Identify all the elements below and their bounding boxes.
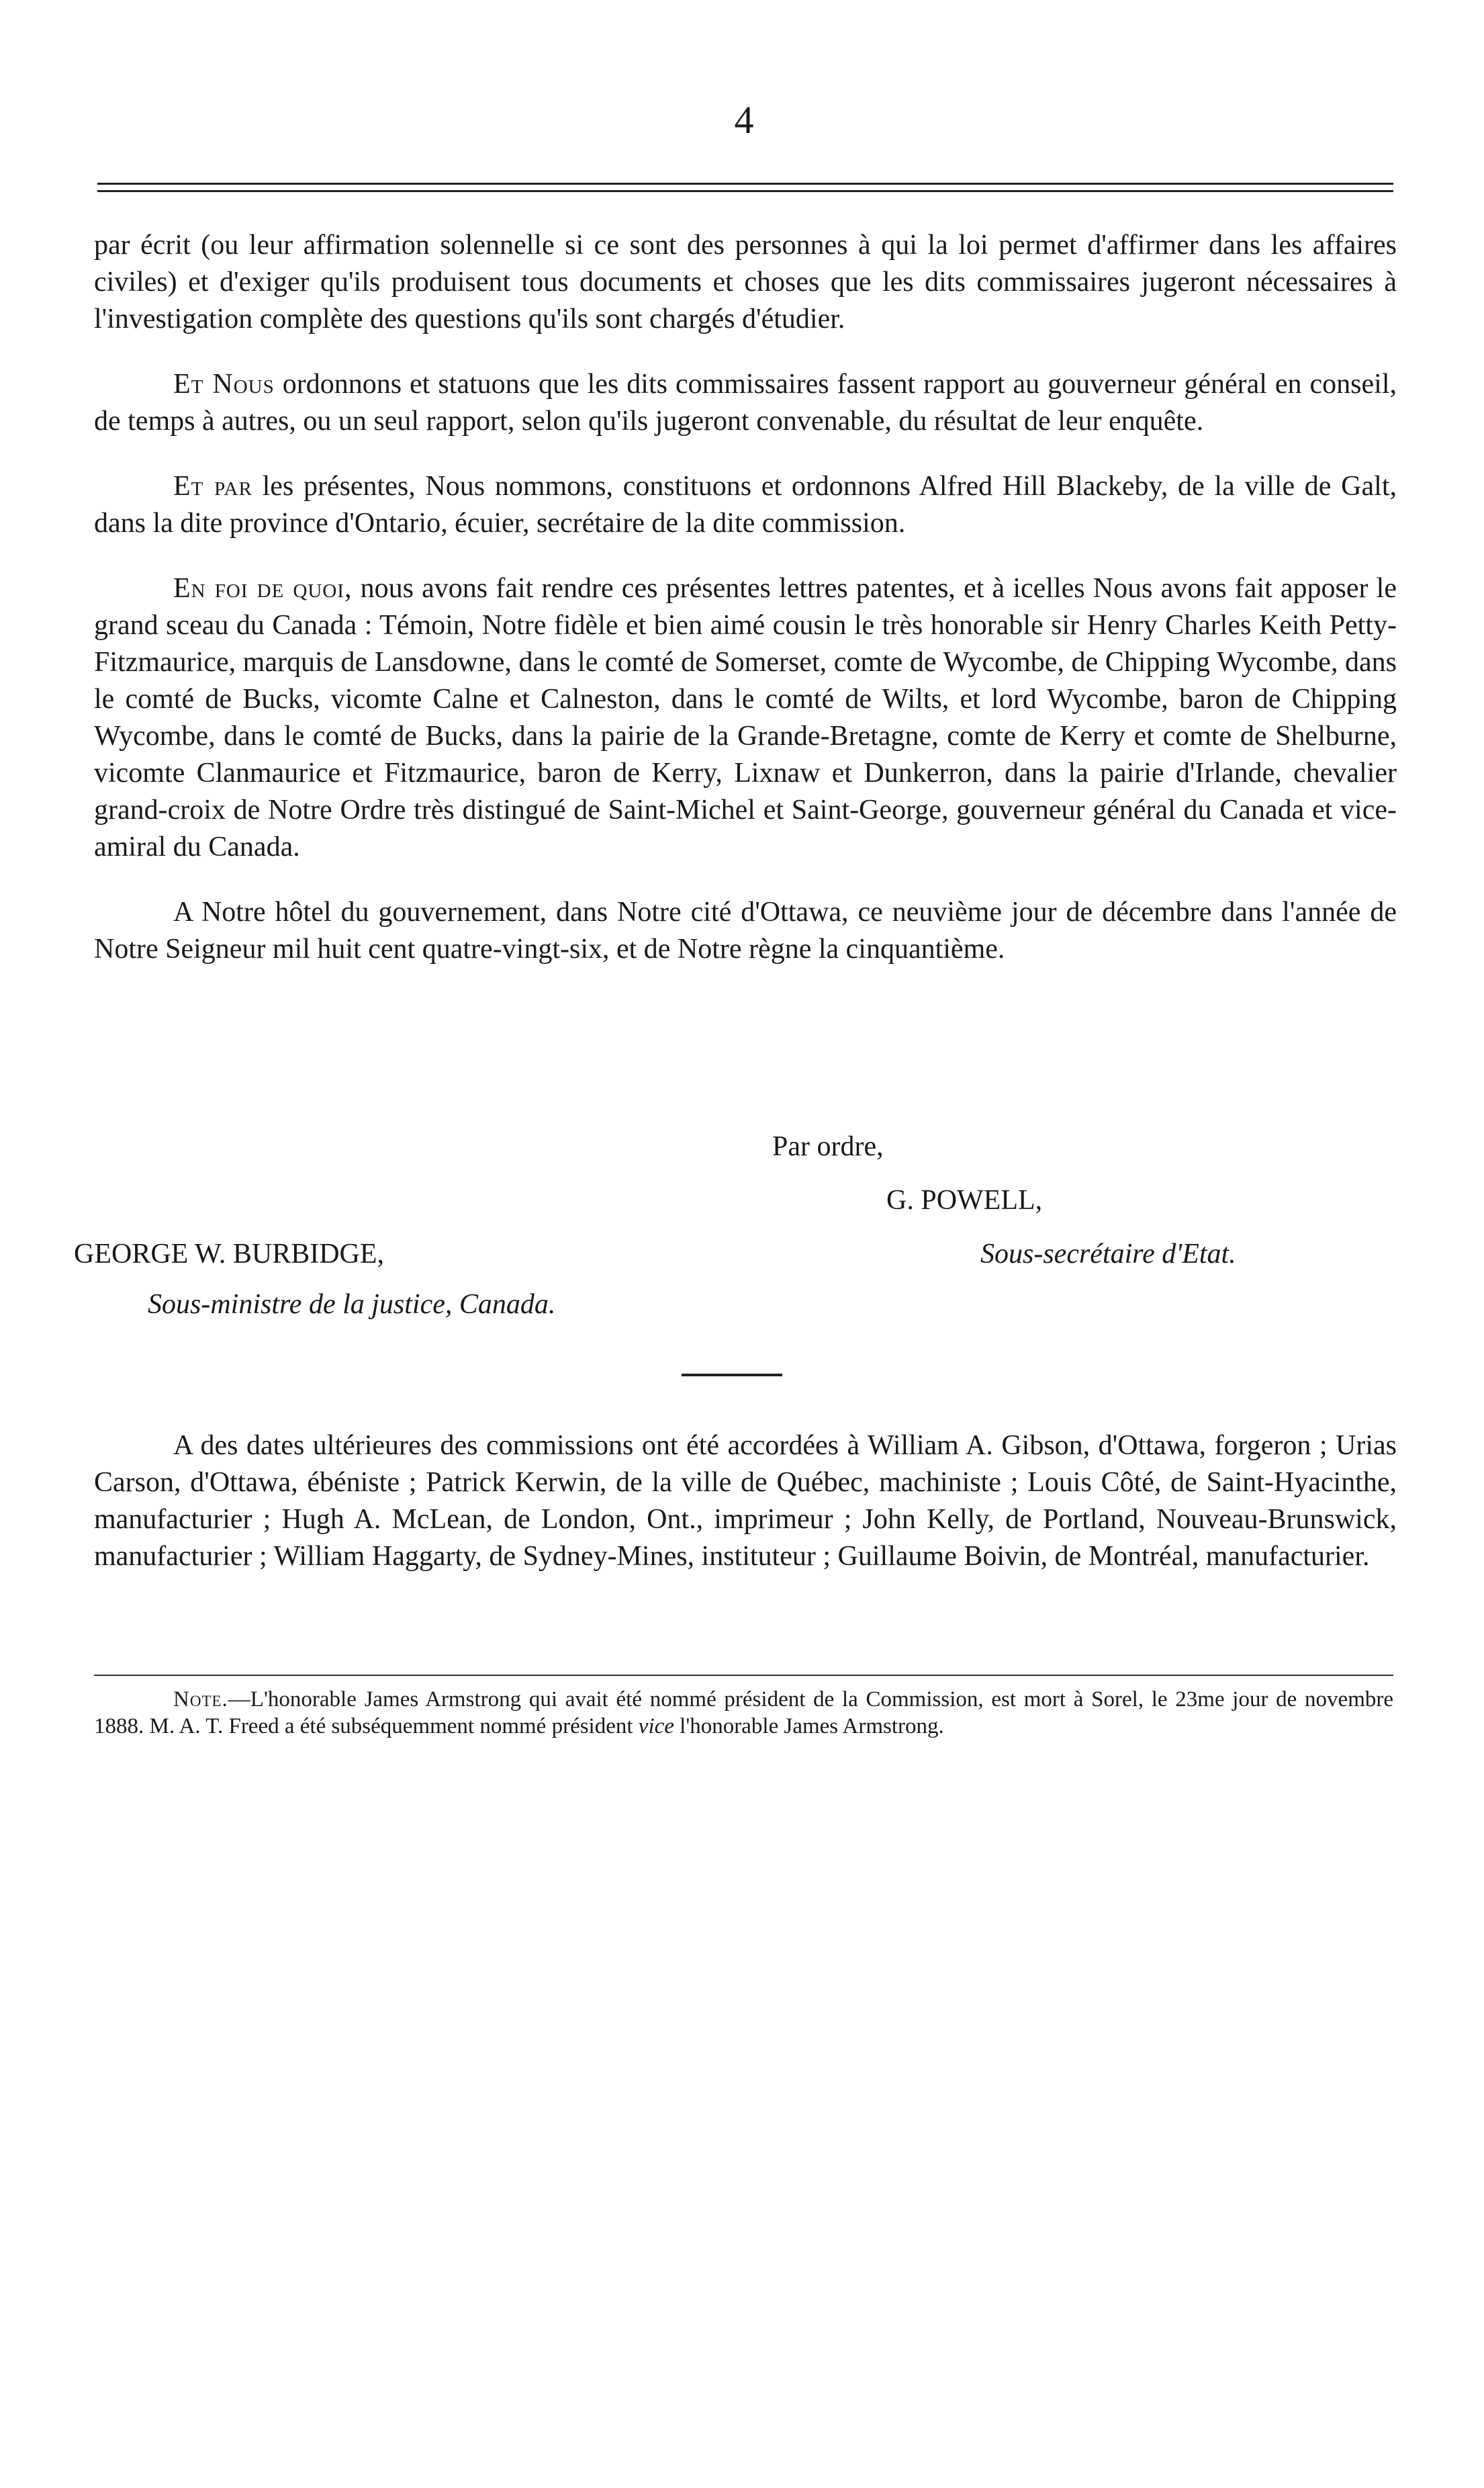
footnote-vice: vice: [638, 1714, 674, 1738]
footnote: [94, 1686, 1393, 1740]
par-ordre: Par ordre,: [772, 1131, 884, 1162]
paragraph-5: A Notre hôtel du gouvernement, dans Notre cité d'Ottawa, ce neuvième jour de décembre dans l'année de Notre Seigneur mil huit cent quatre-vingt-six, et de Notre règne la cinquantième.: [94, 897, 1397, 965]
paragraph-3-lead: Et par: [173, 471, 252, 502]
paragraph-2-text: ordonnons et statuons que les dits commissaires fassent rapport au gouverneur général en conseil, de temps à autres, ou un seul rapport, selon qu'ils jugeront convenable, du résultat de leur enquête.: [94, 369, 1397, 437]
paragraph-2: [94, 366, 1397, 440]
paragraph-4-text: nous avons fait rendre ces présentes lettres patentes, et à icelles Nous avons fait apposer le grand sceau du Canada : Témoin, Notre fidèle et bien aimé cousin le très honorable sir Henry Charles Keith Petty-Fitzmaurice, marquis de Lansdowne, dans le comté de Somerset, comte de Wycombe, de Chipping Wycombe, dans le comté de Bucks, vicomte Calne et Calneston, dans le comté de Wilts, et lord Wycombe, baron de Chipping Wycombe, dans le comté de Bucks, dans la pairie de la Grande-Bretagne, comte de Kerry et comte de Shelburne, vicomte Clanmaurice et Fitzmaurice, baron de Kerry, Lixnaw et Dunkerron, dans la pairie d'Irlande, chevalier grand-croix de Notre Ordre très distingué de Saint-Michel et Saint-George, gouverneur général du Canada et vice-amiral du Canada.: [94, 573, 1397, 862]
footnote-lead: Note.: [173, 1687, 228, 1712]
header-double-rule: [97, 183, 1393, 192]
paragraph-2-lead: Et Nous: [173, 369, 275, 400]
footnote-paragraph: [94, 1686, 1393, 1740]
addendum-paragraph: A des dates ultérieures des commissions ont été accordées à William A. Gibson, d'Ottawa, forgeron ; Urias Carson, d'Ottawa, ébéniste ; Patrick Kerwin, de la ville de Québec, machiniste ; Louis Côté, de Saint-Hyacinthe, manufacturier ; Hugh A. McLean, de London, Ont., imprimeur ; John Kelly, de Portland, Nouveau-Brunswick, manufacturier ; William Haggarty, de Sydney-Mines, instituteur ; Guillaume Boivin, de Montréal, manufacturier.: [94, 1430, 1397, 1572]
signatory-powell-name: G. POWELL,: [886, 1185, 1043, 1216]
footnote-rule: [94, 1675, 1393, 1676]
paragraph-3: [94, 468, 1397, 542]
main-text: [94, 227, 1397, 968]
signatory-burbidge-name: GEORGE W. BURBIDGE,: [74, 1239, 385, 1270]
paragraph-1: par écrit (ou leur affirmation solennelle si ce sont des personnes à qui la loi permet d'affirmer dans les affaires civiles) et d'exiger qu'ils produisent tous documents et choses que les dits commissaires jugeront nécessaires à l'investigation complète des questions qu'ils sont chargés d'étudier.: [94, 230, 1397, 335]
footnote-text-1: —L'honorable James Armstrong qui avait été nommé président de la Commission, est mort à Sorel, le 23me jour de novembre 1888. M. A. T. Freed a été subséquemment nommé président: [94, 1687, 1393, 1738]
signatory-powell-title: Sous-secrétaire d'Etat.: [980, 1239, 1236, 1270]
footnote-text-2: l'honorable James Armstrong.: [674, 1714, 944, 1738]
section-divider: [682, 1374, 782, 1376]
signatory-burbidge-title: Sous-ministre de la justice, Canada.: [148, 1289, 556, 1320]
paragraph-4: [94, 570, 1397, 866]
paragraph-3-text: les présentes, Nous nommons, constituons et ordonnons Alfred Hill Blackeby, de la ville de Galt, dans la dite province d'Ontario, écuier, secrétaire de la dite commission.: [94, 471, 1397, 539]
addendum-text: [94, 1427, 1397, 1575]
paragraph-4-lead: En foi de quoi,: [173, 573, 353, 604]
page-number: 4: [734, 98, 754, 142]
